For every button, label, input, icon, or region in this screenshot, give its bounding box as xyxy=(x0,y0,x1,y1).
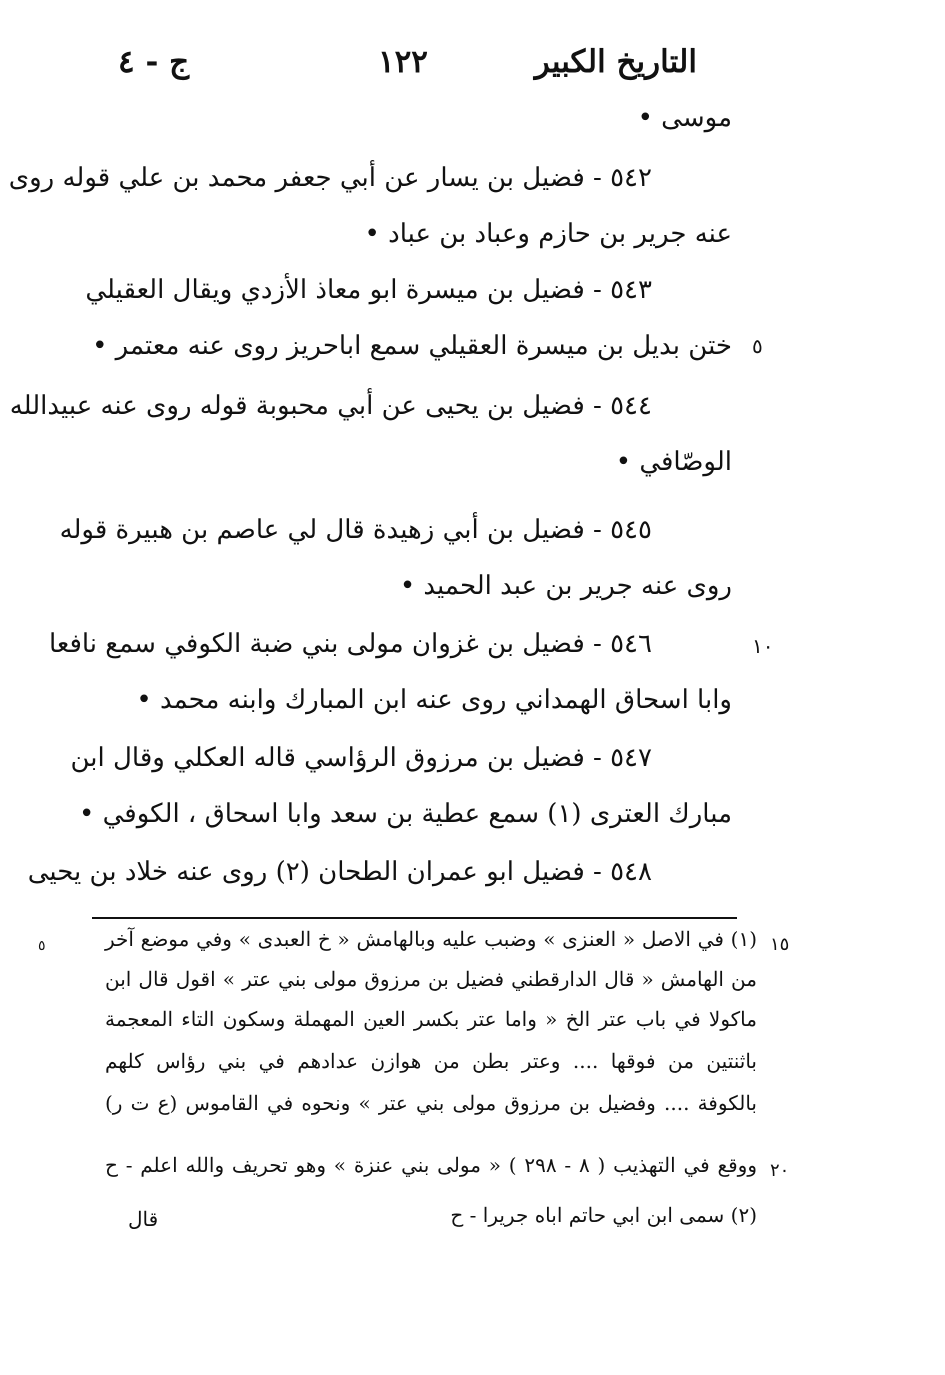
footnote-line: من الهامش « قال الدارقطني فضيل بن مرزوق مولى بني عتر » اقول قال ابن xyxy=(105,967,757,991)
margin-line-number: ٥ xyxy=(752,334,763,358)
entry-545-line-2: روى عنه جرير بن عبد الحميد • xyxy=(399,571,732,601)
entry-546-line-1: ٥٤٦ - فضيل بن غزوان مولى بني ضبة الكوفي سمع نافعا xyxy=(48,629,652,659)
entry-542-line-1: ٥٤٢ - فضيل بن يسار عن أبي جعفر محمد بن علي قوله روى xyxy=(8,163,652,193)
footnote-line: (٢) سمى ابن ابي حاتم اباه جريرا - ح xyxy=(450,1203,757,1227)
footnote-line: باثنتين من فوقها .... وعتر بطن من هوازن عدادهم في بني رؤاس كلهم xyxy=(105,1049,757,1073)
edge-mark: ٥ xyxy=(38,938,46,954)
body-line: موسى • xyxy=(637,103,732,133)
running-title: التاريخ الكبير xyxy=(534,44,697,80)
page-number: ١٢٢ xyxy=(378,44,428,80)
footnote-line-number: ١٥ xyxy=(770,934,790,955)
footnote-line: ماكولا في باب عتر الخ « واما عتر بكسر العين المهملة وسكون التاء المعجمة xyxy=(105,1007,757,1031)
volume-label: ج - ٤ xyxy=(118,44,190,80)
margin-line-number: ١٠ xyxy=(752,634,774,658)
footnote-line: ووقع في التهذيب ( ٨ - ٢٩٨ ) « مولى بني عنزة » وهو تحريف والله اعلم - ح xyxy=(105,1153,758,1177)
entry-547-line-1: ٥٤٧ - فضيل بن مرزوق الرؤاسي قاله العكلي وقال ابن xyxy=(70,743,652,773)
footnote-line: بالكوفة .... وفضيل بن مرزوق مولى بني عتر » ونحوه في القاموس (ع ت ر) xyxy=(105,1091,757,1115)
footnote-line-number: ٢٠ xyxy=(770,1160,790,1181)
entry-545-line-1: ٥٤٥ - فضيل بن أبي زهيدة قال لي عاصم بن هبيرة قوله xyxy=(59,515,652,545)
entry-542-line-2: عنه جرير بن حازم وعباد بن عباد • xyxy=(364,219,732,249)
entry-547-line-2: مبارك العترى (١) سمع عطية بن سعد وابا اسحاق ، الكوفي • xyxy=(79,799,732,829)
entry-543-line-2: ختن بديل بن ميسرة العقيلي سمع اباحريز روى عنه معتمر • xyxy=(92,331,732,361)
entry-544-line-2: الوصّافي • xyxy=(615,447,732,477)
entry-544-line-1: ٥٤٤ - فضيل بن يحيى عن أبي محبوبة قوله روى عنه عبيدالله xyxy=(9,391,652,421)
footnote-divider xyxy=(92,917,737,919)
entry-548-line-1: ٥٤٨ - فضيل ابو عمران الطحان (٢) روى عنه خلاد بن يحيى xyxy=(27,857,652,887)
entry-546-line-2: وابا اسحاق الهمداني روى عنه ابن المبارك وابنه محمد • xyxy=(136,685,732,715)
footnote-tail-word: قال xyxy=(128,1207,159,1231)
footnote-line: (١) في الاصل « العنزى » وضبب عليه وبالهامش « خ العبدى » وفي موضع آخر xyxy=(105,927,757,951)
entry-543-line-1: ٥٤٣ - فضيل بن ميسرة ابو معاذ الأزدي ويقال العقيلي xyxy=(85,275,652,305)
